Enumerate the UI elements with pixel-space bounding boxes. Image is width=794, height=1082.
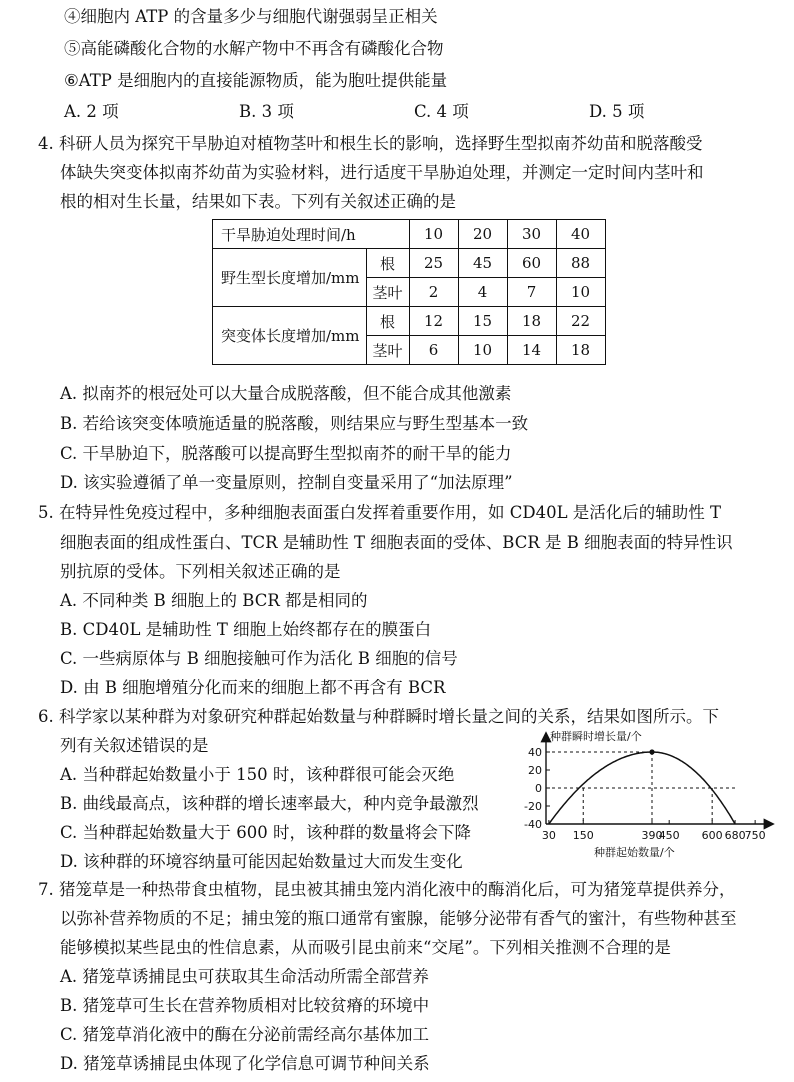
q7-stem-line-1: 7. 猪笼草是一种热带食虫植物，昆虫被其捕虫笼内消化液中的酶消化后，可为猪笼草提供养分，	[38, 880, 736, 899]
q4-option-b: B. 若给该突变体喷施适量的脱落酸，则结果应与野生型基本一致	[60, 414, 529, 433]
x-tick-label: 680	[724, 829, 746, 842]
q4-option-a: A. 拟南芥的根冠处可以大量合成脱落酸，但不能合成其他激素	[60, 384, 512, 403]
q7-stem-line-3: 能够模拟某些昆虫的性信息素，从而吸引昆虫前来“交尾”。下列相关推测不合理的是	[60, 938, 671, 957]
table-cell: 14	[507, 336, 556, 365]
table-cell: 12	[409, 307, 458, 336]
time-40: 40	[556, 220, 605, 249]
q5-stem-line-1: 5. 在特异性免疫过程中，多种细胞表面蛋白发挥着重要作用，如 CD40L 是活化后的辅助性 T	[38, 503, 722, 522]
table-cell: 6	[409, 336, 458, 365]
statement-4: ④细胞内 ATP 的含量多少与细胞代谢强弱呈正相关	[64, 7, 438, 26]
q5-option-b: B. CD40L 是辅助性 T 细胞上始终都存在的膜蛋白	[60, 620, 432, 639]
time-header: 干旱胁迫处理时间/h	[213, 220, 410, 249]
root-label: 根	[366, 249, 409, 278]
table-cell: 25	[409, 249, 458, 278]
y-tick-label: 20	[528, 764, 542, 777]
time-10: 10	[409, 220, 458, 249]
population-growth-chart	[510, 728, 780, 868]
table-cell: 88	[556, 249, 605, 278]
table-cell: 22	[556, 307, 605, 336]
q3-option-d: D. 5 项	[589, 102, 645, 121]
q7-option-b: B. 猪笼草可生长在营养物质相对比较贫瘠的环境中	[60, 996, 430, 1015]
curve-peak-point	[649, 749, 654, 754]
q3-option-a: A. 2 项	[64, 102, 119, 121]
shoot-label: 茎叶	[366, 336, 409, 365]
q5-option-c: C. 一些病原体与 B 细胞接触可作为活化 B 细胞的信号	[60, 649, 458, 668]
y-tick-label: -40	[524, 818, 542, 831]
q5-option-a: A. 不同种类 B 细胞上的 BCR 都是相同的	[60, 591, 368, 610]
table-cell: 2	[409, 278, 458, 307]
table-header-row	[213, 220, 606, 249]
table-cell: 18	[507, 307, 556, 336]
q6-stem-line-2: 列有关叙述错误的是	[60, 736, 209, 755]
table-cell: 18	[556, 336, 605, 365]
q6-option-d: D. 该种群的环境容纳量可能因起始数量过大而发生变化	[60, 852, 463, 871]
x-tick-label: 450	[658, 829, 680, 842]
q4-stem-line-1: 4. 科研人员为探究干旱胁迫对植物茎叶和根生长的影响，选择野生型拟南芥幼苗和脱落酸受	[38, 134, 703, 153]
statement-6: ⑥ATP 是细胞内的直接能源物质，能为胞吐提供能量	[64, 71, 448, 90]
q6-stem-line-1: 6. 科学家以某种群为对象研究种群起始数量与种群瞬时增长量之间的关系，结果如图所示。下	[38, 707, 719, 726]
x-tick-label: 600	[701, 829, 723, 842]
q4-data-table	[212, 219, 606, 365]
x-tick-label: 30	[541, 829, 556, 842]
chart-ylabel: 种群瞬时增长量/个	[550, 730, 642, 743]
q3-option-b: B. 3 项	[239, 102, 294, 121]
table-row	[213, 249, 606, 278]
q3-option-c: C. 4 项	[414, 102, 469, 121]
x-tick-label: 750	[744, 829, 766, 842]
q5-stem-line-3: 别抗原的受体。下列相关叙述正确的是	[60, 562, 341, 581]
q7-option-a: A. 猪笼草诱捕昆虫可获取其生命活动所需全部营养	[60, 967, 429, 986]
q7-option-d: D. 猪笼草诱捕昆虫体现了化学信息可调节种间关系	[60, 1054, 430, 1073]
x-tick-label: 150	[572, 829, 594, 842]
q6-option-a: A. 当种群起始数量小于 150 时，该种群很可能会灭绝	[60, 765, 455, 784]
time-20: 20	[458, 220, 507, 249]
q5-option-d: D. 由 B 细胞增殖分化而来的细胞上都不再含有 BCR	[60, 678, 446, 697]
y-tick-label: 40	[528, 746, 542, 759]
table-cell: 10	[458, 336, 507, 365]
table-cell: 60	[507, 249, 556, 278]
q7-option-c: C. 猪笼草消化液中的酶在分泌前需经高尔基体加工	[60, 1025, 430, 1044]
q6-option-b: B. 曲线最高点，该种群的增长速率最大，种内竞争最激烈	[60, 794, 479, 813]
table-cell: 15	[458, 307, 507, 336]
q7-stem-line-2: 以弥补营养物质的不足；捕虫笼的瓶口通常有蜜腺，能够分泌带有香气的蜜汁，有些物种甚至	[60, 909, 737, 928]
q4-option-d: D. 该实验遵循了单一变量原则，控制自变量采用了“加法原理”	[60, 473, 513, 492]
y-tick-label: -20	[524, 800, 542, 813]
table-cell: 7	[507, 278, 556, 307]
shoot-label: 茎叶	[366, 278, 409, 307]
chart-xlabel: 种群起始数量/个	[594, 846, 675, 859]
table-cell: 10	[556, 278, 605, 307]
y-tick-label: 0	[535, 782, 542, 795]
q4-option-c: C. 干旱胁迫下，脱落酸可以提高野生型拟南芥的耐干旱的能力	[60, 444, 512, 463]
table-cell: 45	[458, 249, 507, 278]
q5-stem-line-2: 细胞表面的组成性蛋白、TCR 是辅助性 T 细胞表面的受体、BCR 是 B 细胞表面的特异性识	[60, 533, 733, 552]
q4-stem-line-3: 根的相对生长量，结果如下表。下列有关叙述正确的是	[60, 192, 456, 211]
q3-options	[64, 101, 764, 123]
time-30: 30	[507, 220, 556, 249]
table-cell: 4	[458, 278, 507, 307]
mutant-label: 突变体长度增加/mm	[213, 307, 367, 365]
root-label: 根	[366, 307, 409, 336]
q4-stem-line-2: 体缺失突变体拟南芥幼苗为实验材料，进行适度干旱胁迫处理，并测定一定时间内茎叶和	[60, 163, 704, 182]
statement-5: ⑤高能磷酸化合物的水解产物中不再含有磷酸化合物	[64, 39, 444, 58]
table-row	[213, 307, 606, 336]
x-tick-label: 390	[641, 829, 663, 842]
wild-type-label: 野生型长度增加/mm	[213, 249, 367, 307]
q6-option-c: C. 当种群起始数量大于 600 时，该种群的数量将会下降	[60, 823, 472, 842]
